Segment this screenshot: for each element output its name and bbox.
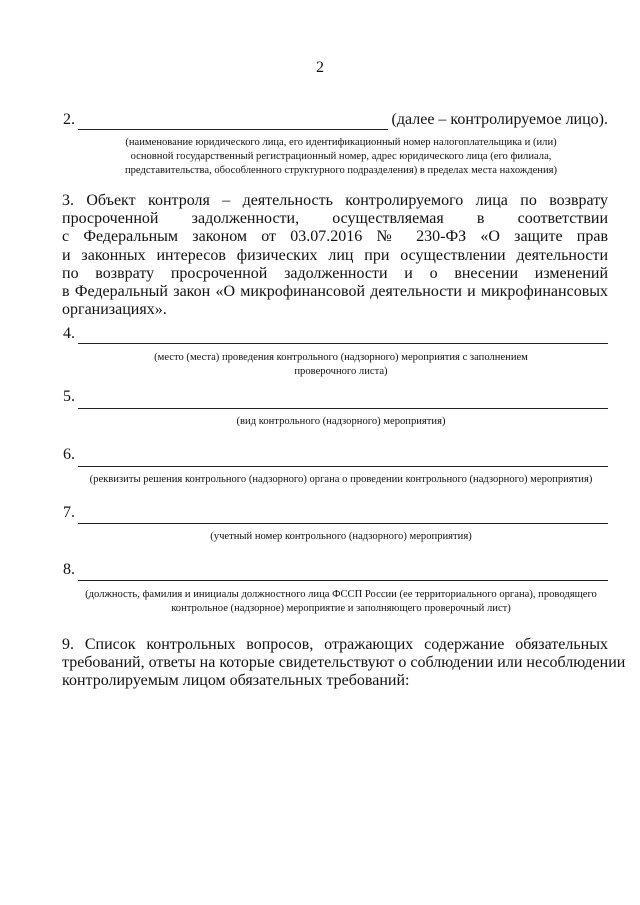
item-6-number: 6. [63, 446, 75, 463]
item-7-caption-line: (учетный номер контрольного (надзорного) мероприятия) [210, 531, 472, 542]
item-3-line: просроченной задолженности, осуществляемая в соответствии [62, 210, 608, 228]
item-9-line: контролируемым лицом обязательных требований: [62, 672, 410, 690]
item-3-line: в Федеральный закон «О микрофинансовой деятельности и микрофинансовых [62, 283, 608, 301]
item-2-caption-line: представительства, обособленного структурного подразделения) в пределах места нахождения) [124, 165, 558, 176]
item-4-fill-line [78, 343, 608, 344]
item-8-fill-line [78, 580, 608, 581]
item-8-caption-line: (должность, фамилия и инициалы должностного лица ФССП России (ее территориального органа), проводящего [85, 589, 597, 600]
item-8-caption [70, 588, 612, 616]
item-2-number: 2. [63, 111, 75, 128]
page-number: 2 [316, 59, 324, 76]
item-3-line: и законных интересов физических лиц при осуществлении деятельности [62, 246, 608, 264]
item-7-caption [70, 530, 612, 544]
item-3-line: с Федеральным законом от 03.07.2016 № 230-ФЗ «О защите прав [62, 228, 608, 246]
item-6-caption [70, 473, 612, 487]
item-5-caption [70, 415, 612, 429]
item-4-caption-line: (место (места) проведения контрольного (надзорного) мероприятия с заполнением [154, 352, 528, 363]
item-5-number: 5. [63, 388, 75, 405]
item-6-fill-line [78, 466, 608, 467]
item-7-number: 7. [63, 504, 75, 521]
item-4-caption-line: проверочного листа) [294, 366, 388, 377]
item-3-line: организациях». [62, 301, 167, 319]
item-2-tail-text: (далее – контролируемое лицо). [388, 110, 608, 130]
item-6-caption-line: (реквизиты решения контрольного (надзорного) органа о проведении контрольного (надзорного) мероприятия) [89, 474, 593, 485]
item-3-paragraph [62, 192, 608, 319]
item-9-line: требований, ответы на которые свидетельствуют о соблюдении или несоблюдении [62, 654, 626, 672]
item-5-fill-line [78, 408, 608, 409]
item-3-line: 3. Объект контроля – деятельность контролируемого лица по возврату [62, 192, 608, 209]
item-2-caption-line: основной государственный регистрационный номер, адрес юридического лица (его филиала, [130, 151, 552, 162]
item-7-fill-line [78, 523, 608, 524]
item-3-line: по возврату просроченной задолженности и о внесении изменений [62, 264, 608, 282]
item-4-number: 4. [63, 325, 75, 342]
item-4-caption [70, 351, 612, 379]
item-2-caption [70, 136, 612, 178]
item-9-paragraph [62, 636, 626, 691]
item-8-caption-line: контрольное (надзорное) мероприятие и заполняющего проверочный лист) [171, 603, 511, 614]
item-2-caption-line: (наименование юридического лица, его идентификационный номер налогоплательщика и (или) [125, 137, 557, 148]
item-8-number: 8. [63, 561, 75, 578]
item-9-line: 9. Список контрольных вопросов, отражающих содержание обязательных [62, 636, 608, 653]
item-5-caption-line: (вид контрольного (надзорного) мероприятия) [236, 416, 446, 427]
